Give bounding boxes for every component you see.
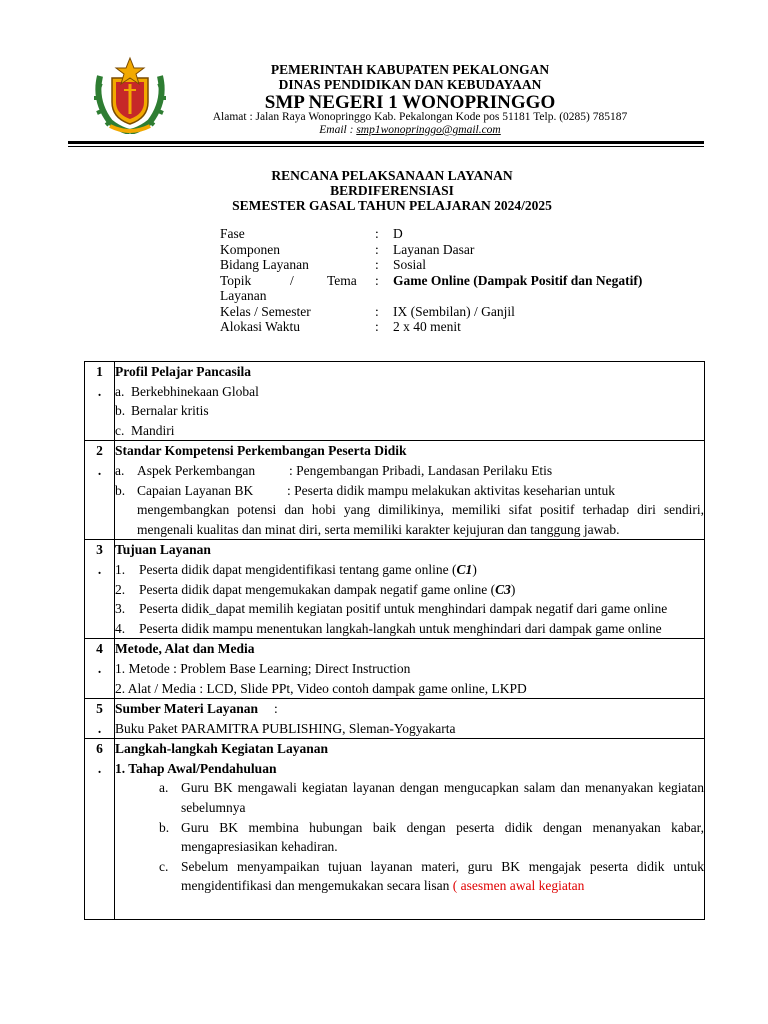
meta-fase-label: Fase (220, 226, 245, 241)
table-row (85, 639, 705, 699)
list-item: 3. Peserta didik_dapat memilih kegiatan positif untuk menghindari dampak negatif dari game online (115, 601, 668, 617)
section-title: Tujuan Layanan (115, 542, 211, 558)
list-item: a. Aspek Perkembangan : Pengembangan Pribadi, Landasan Perilaku Etis (115, 462, 553, 478)
title-colon: : (274, 701, 278, 717)
meta-komponen-value: Layanan Dasar (393, 241, 475, 257)
letterhead-line1: PEMERINTAH KABUPATEN PEKALONGAN (270, 62, 550, 77)
meta-bidang-label: Bidang Layanan (220, 257, 309, 272)
meta-colon: : (375, 272, 379, 288)
meta-alokasi-value: 2 x 40 menit (393, 319, 461, 334)
list-item: c. Sebelum menyampaikan tujuan layanan materi, guru BK mengajak peserta didik untuk mengidentifikasi dan mengemukakan secara lisan ( asesmen awal kegiatan (159, 858, 704, 894)
section-number: 1 . (85, 362, 115, 441)
letterhead-email-line (150, 124, 670, 137)
meta-topik-label-b: / (290, 272, 294, 288)
section-body (115, 639, 705, 699)
section-title: Standar Kompetensi Perkembangan Peserta Didik (115, 443, 407, 459)
section-body (115, 441, 705, 540)
section-body (115, 540, 705, 639)
meta-colon: : (375, 319, 379, 334)
email-label: Email : (319, 124, 357, 136)
meta-colon: : (375, 257, 379, 272)
doc-title-line2: BERDIFERENSIASI (330, 183, 454, 198)
red-note: ( asesmen awal kegiatan (452, 878, 585, 894)
meta-komponen-label: Komponen (220, 241, 280, 257)
school-name: SMP NEGERI 1 WONOPRINGGO (264, 92, 556, 113)
plan-table (84, 361, 705, 920)
capaian-text: mengembangkan potensi dan hobi yang dimilikinya, memiliki sifat positif terhadap diri sendiri, mengenali kualitas dan minat diri, serta memiliki karakter kejujuran dan tanggung jawab. (137, 502, 704, 537)
section-number: 5 . (85, 699, 115, 739)
meta-topik-label-d: Layanan (220, 288, 267, 303)
section-number: 6 . (85, 739, 115, 920)
meta-topik-label-c: Tema (327, 272, 357, 288)
list-item: 2. Peserta didik dapat mengemukakan dampak negatif game online (C3) (115, 581, 516, 597)
section-title-line (115, 699, 704, 719)
list-item: 4. Peserta didik mampu menentukan langkah-langkah untuk menghindari dari dampak game online (115, 620, 662, 636)
section-number: 3 . (85, 540, 115, 639)
letterhead-rule-thick (68, 141, 704, 144)
section-title: Langkah-langkah Kegiatan Layanan (115, 741, 329, 757)
list-item: 1. Peserta didik dapat mengidentifikasi tentang game online (C1) (115, 561, 477, 577)
list-item: b. Guru BK membina hubungan baik dengan peserta didik dengan menanyakan kabar, mengapresiasikan kehadiran. (159, 819, 704, 855)
list-item: b. Bernalar kritis (115, 403, 209, 419)
section-title: Profil Pelajar Pancasila (115, 364, 251, 379)
meta-alokasi-label: Alokasi Waktu (220, 319, 301, 334)
section-body (115, 362, 705, 441)
table-row (85, 739, 705, 920)
section-body (115, 739, 705, 920)
section-title: Sumber Materi Layanan (115, 701, 259, 717)
doc-title-line1: RENCANA PELAKSANAAN LAYANAN (271, 168, 513, 183)
meta-topik-label-a: Topik (220, 272, 252, 288)
letterhead-rule-thin (68, 146, 704, 147)
email-link[interactable]: smp1wonopringgo@gmail.com (356, 124, 501, 136)
table-row (85, 441, 705, 540)
list-item: a. Guru BK mengawali kegiatan layanan dengan mengucapkan salam dan menanyakan kegiatan sebelumnya (159, 780, 704, 816)
letterhead-address: Alamat : Jalan Raya Wonopringgo Kab. Pekalongan Kode pos 51181 Telp. (0285) 785187 (212, 111, 628, 123)
meta-kelas-label: Kelas / Semester (220, 303, 311, 319)
meta-bidang-value: Sosial (393, 257, 427, 272)
section-number: 4 . (85, 639, 115, 699)
table-row (85, 362, 705, 441)
meta-colon: : (375, 226, 379, 241)
table-row (85, 699, 705, 739)
list-item: Buku Paket PARAMITRA PUBLISHING, Sleman-Yogyakarta (115, 720, 456, 736)
list-item: 1. Metode : Problem Base Learning; Direct Instruction (115, 660, 411, 676)
section-body (115, 699, 705, 739)
list-item: a. Berkebhinekaan Global (115, 383, 259, 399)
doc-title-line3: SEMESTER GASAL TAHUN PELAJARAN 2024/2025 (232, 198, 552, 213)
section-number: 2 . (85, 441, 115, 540)
meta-fase-value: D (393, 226, 403, 241)
meta-colon: : (375, 241, 379, 257)
section-title: Metode, Alat dan Media (115, 641, 255, 657)
letterhead-line2: DINAS PENDIDIKAN DAN KEBUDAYAAN (278, 77, 542, 92)
meta-kelas-value: IX (Sembilan) / Ganjil (393, 303, 515, 319)
list-item: c. Mandiri (115, 422, 175, 438)
meta-colon: : (375, 303, 379, 319)
table-row (85, 540, 705, 639)
section-subtitle: 1. Tahap Awal/Pendahuluan (115, 760, 277, 776)
meta-topik-value: Game Online (Dampak Positif dan Negatif) (393, 272, 643, 288)
list-item: b. Capaian Layanan BK : Peserta didik mampu melakukan aktivitas keseharian untuk (115, 482, 616, 498)
list-item: 2. Alat / Media : LCD, Slide PPt, Video contoh dampak game online, LKPD (115, 680, 527, 696)
